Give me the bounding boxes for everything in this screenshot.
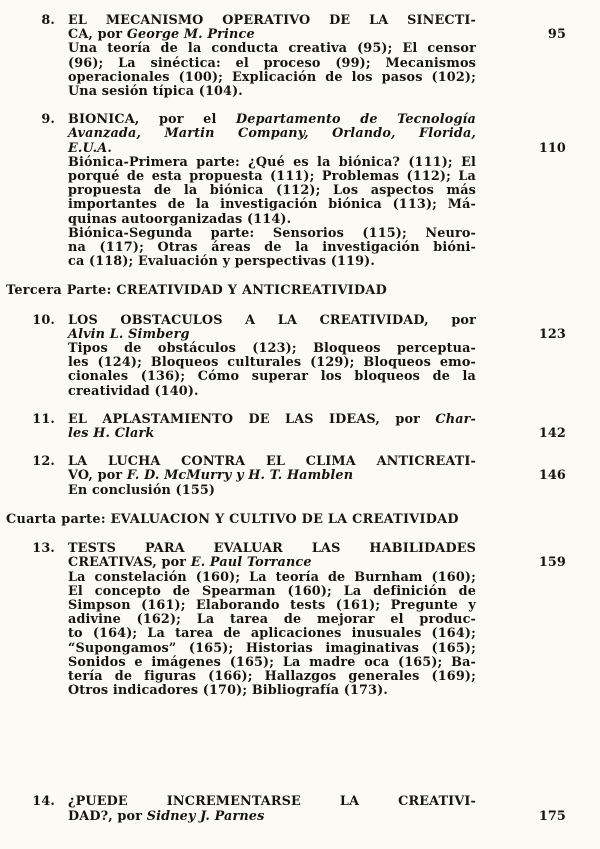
entry-title-line [68,455,476,469]
entry-description-line: quinas autoorganizadas (114). [68,211,292,227]
entry-description-line: Simpson (161); Elaborando tests (161); Pregunte y [68,597,476,613]
entry-description-line: tería de figuras (166); Hallazgos generales (169); [68,668,476,684]
toc-entry [6,14,600,99]
toc-entry [6,113,600,269]
entry-page-number: 123 [538,326,566,342]
entry-description-line: importantes de la investigación biónica (113); Má- [68,197,476,213]
entry-body [68,794,566,824]
entry-description-line: En conclusión (155) [68,482,216,498]
entry-title-text: LA LUCHA CONTRA EL CLIMA ANTICREATI- [68,454,476,470]
entry-title-text: BIONICA, por el [68,112,237,128]
entry-body [68,454,566,498]
entry-description-line: Biónica-Primera parte: ¿Qué es la biónica? (111); El [68,154,476,170]
entry-title-line [68,426,566,442]
entry-description-line: to (164); La tarea de aplicaciones inusuales (164); [68,626,476,642]
entry-page-number: 159 [538,555,566,571]
entry-description-line: Biónica-Segunda parte: Sensorios (115); Neuro- [68,225,476,241]
toc-entry [6,542,600,698]
entry-author: les H. Clark [68,426,155,442]
entry-number: 11. [32,411,55,427]
toc-entry [6,413,600,441]
entry-number: 8. [41,13,55,28]
section-heading: Cuarta parte: EVALUACION Y CULTIVO DE LA CREATIVIDAD [6,511,459,527]
entry-body [68,13,566,100]
entry-title-line [68,113,476,127]
entry-description-line: Sonidos e imágenes (165); La madre oca (165); Ba- [68,654,476,670]
entry-title-line [68,326,566,342]
entry-title-text: VO, por [68,468,127,484]
entry-description-line: (96); La sinéctica: el proceso (99); Mecanismos [68,55,476,71]
entry-description-line: propuesta de la biónica (112); Los aspectos más [68,183,476,199]
entry-number: 12. [32,454,55,470]
entry-body [68,112,566,270]
toc-entry [6,455,600,498]
entry-author: E.U.A. [68,140,112,156]
entry-description-line: adivine (162); La tarea de mejorar el produc- [68,612,476,628]
entry-number: 10. [32,312,55,328]
entry-description-line: Tipos de obstáculos (123); Bloqueos perceptua- [68,341,476,357]
entry-number: 14. [32,794,55,810]
entry-body [68,411,566,442]
entry-page-number: 146 [538,468,566,484]
entry-page-number: 110 [538,140,566,156]
entry-title-text: EL APLASTAMIENTO DE LAS IDEAS, por [68,411,436,427]
entry-title-line [68,127,476,141]
entry-title-line [68,808,566,824]
entry-author: F. D. McMurry y H. T. Hamblen [126,468,354,484]
entry-title-text: DAD?, por [68,808,147,824]
entry-page-number: 95 [547,27,566,43]
entry-author: Char- [435,411,476,427]
entry-title-text: ¿PUEDE INCREMENTARSE LA CREATIVI- [68,794,476,810]
entry-description-line: porqué de esta propuesta (111); Problemas (112); La [68,169,476,185]
entry-title-line [68,468,566,484]
entry-author: Sidney J. Parnes [146,808,265,824]
entry-author: George M. Prince [126,27,255,43]
entry-title-line [68,542,476,556]
entry-title-line [68,140,566,156]
entry-title-text: TESTS PARA EVALUAR LAS HABILIDADES [68,541,476,557]
entry-title-line [68,413,476,427]
entry-title-line [68,14,476,28]
entry-number: 9. [41,112,55,128]
entry-page-number: 175 [538,808,566,824]
section-heading: Tercera Parte: CREATIVIDAD Y ANTICREATIVIDAD [6,283,387,299]
entry-description-line: operacionales (100); Explicación de los pasos (102); [68,69,476,85]
entry-description-line: ca (118); Evaluación y perspectivas (119). [68,254,375,270]
entry-title-text: CA, por [68,27,127,43]
entry-number: 13. [32,541,55,557]
entry-title-text: EL MECANISMO OPERATIVO DE LA SINECTI- [68,13,476,28]
entry-title-line [68,314,476,328]
entry-author: Departamento de Tecnología [236,112,476,128]
entry-title-text: CREATIVAS, por [68,555,191,571]
entry-description-line: “Supongamos” (165); Historias imaginativas (165); [68,640,476,656]
entry-page-number: 142 [538,426,566,442]
entry-description-line: cionales (136); Cómo superar los bloqueos de la [68,369,476,385]
entry-description-line: les (124); Bloqueos culturales (129); Bloqueos emo- [68,355,476,371]
entry-title-line [68,27,566,43]
toc-entry [6,314,600,399]
entry-author: Alvin L. Simberg [68,326,190,342]
entry-body [68,541,566,699]
entry-description-line: Una teoría de la conducta creativa (95); El censor [68,41,476,57]
entry-author: E. Paul Torrance [190,555,312,571]
entry-title-line [68,555,566,571]
entry-description-line: na (117); Otras áreas de la investigación bióni- [68,240,476,256]
entry-description-line: Una sesión típica (104). [68,84,243,100]
entry-description-line: Otros indicadores (170); Bibliografía (173). [68,683,388,699]
entry-description-line: El concepto de Spearman (160); La definición de [68,583,476,599]
entry-title-text: LOS OBSTACULOS A LA CREATIVIDAD, por [68,312,476,328]
entry-description-line: creatividad (140). [68,383,199,399]
entry-body [68,312,566,399]
entry-author: Avanzada, Martin Company, Orlando, Florida, [68,126,476,142]
entry-title-line [68,795,476,809]
toc-entry [6,795,600,823]
entry-description-line: La constelación (160); La teoría de Burnham (160); [68,569,476,585]
